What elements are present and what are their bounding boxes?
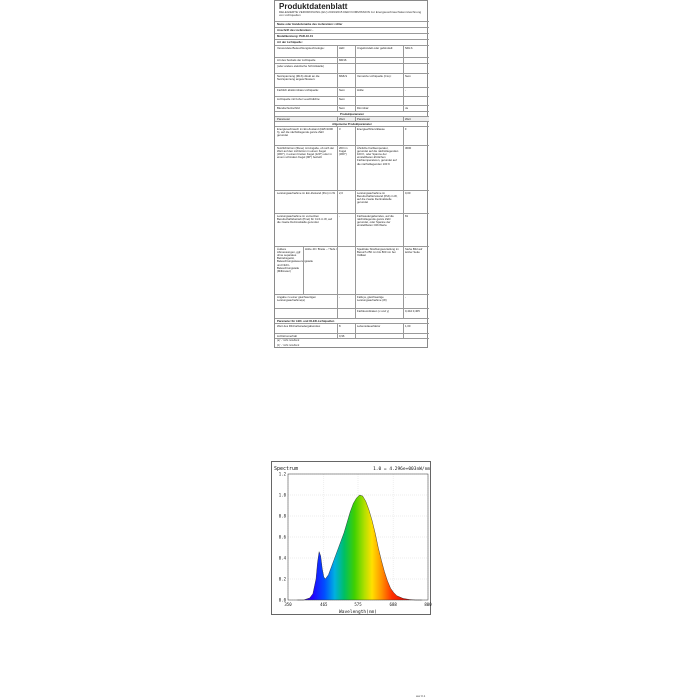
table-row: Wert des R9-Farbwiedergabeindex 8 Lebensdauerfaktor 1,00: [275, 323, 429, 333]
corner-note: ww 0.1: [416, 694, 426, 698]
table-row: Nutzlichtstrom (Φuse) mit Angabe, ob sich der Wert auf den Lichtstrom in einem Kegel (360°), in einem breiten Kegel (120°) oder in einem schmalen Kegel (90°) bezieht 200 im Kugel (360°) Ähnliche Farbtemperatur, gerundet auf die nächstliegenden 100 K, oder Spanne der einstellbaren ähnlichen Farbtemperaturen, gerundet auf die nächstliegenden 100 K 3000: [275, 145, 429, 190]
x-tick-label: 688: [389, 602, 397, 607]
y-tick-label: 0.0: [278, 597, 286, 603]
led-params-header: Parameter für LED- und OLED-Lichtquellen: [275, 318, 429, 323]
y-tick-label: 0.2: [278, 576, 286, 582]
x-tick-label: 465: [320, 602, 328, 607]
table-row: Farbkoordinaten (x und y) 0,442 0,405: [275, 308, 429, 318]
y-tick-label: 0.4: [278, 555, 286, 561]
table-row: Energieverbrauch im Ein-Zustand (kWh/1000 h), auf die nächstliegende ganze Zahl gerundet 3 Energieeffizienzklasse F: [275, 126, 429, 145]
model-label: Modellkennung: PAR-16-01: [277, 33, 314, 38]
sheet-subtitle: DELEGIERTE VERORDNUNG (EU) 2019/2015 DER KOMMISSION zur Energieverbrauchskennzeichnung von Lichtquellen: [279, 10, 422, 18]
x-tick-label: 575: [354, 602, 362, 607]
table-row: Lichtstromerhalt 0,96: [275, 333, 429, 339]
address-label: Anschrift des Lieferanten: -: [277, 27, 314, 32]
product-data-sheet: [274, 0, 428, 348]
table-row: Leistungsaufnahme im vernetzten Bereitschaftsbetrieb (Pnet) für CLS in W, auf die zweite Dezimalstelle gerundet - Farbwiedergabeindex, auf die nächstliegende ganze Zahl gerundet, oder Spanne der einstellbaren CRI-Werte 81: [275, 213, 429, 246]
product-params-header: Produktparameter: [275, 111, 429, 116]
y-tick-label: 1.0: [278, 492, 286, 498]
table-row: Art des Sockels der Lichtquelle MR16: [275, 57, 429, 63]
spectrum-legend: 1.0 = 4.296e+003nW/nm: [373, 467, 430, 472]
table-row: Verwendete Beleuchtungstechnologie: LED Ungebündelt oder gebündelt: NDLS: [275, 45, 429, 57]
table-row: Farblich abstimmbare Lichtquelle: Nein Hülle: -: [275, 87, 429, 96]
table-row: Blendschutzschild: Nein Dimmbar: Ja: [275, 105, 429, 111]
table-row: Lichtquelle mit hoher Leuchtdichte: Nein: [275, 96, 429, 105]
spectrum-chart: [271, 461, 431, 615]
table-row: Leistungsaufnahme im Ein-Zustand (Pon) in W 2,0 Leistungsaufnahme im Bereitschaftszustand (Psb) in W, auf die zweite Dezimalstelle gerundet 0,00: [275, 190, 429, 213]
footnote: (b) '-' nicht zutreffend: [277, 344, 300, 347]
supplier-label: Name oder Handelsmarke des Lieferanten: rofiler: [277, 21, 343, 26]
sheet-title: Produktdatenblatt: [279, 2, 348, 11]
table-row: Netzspannung (MLS) direkt an die Netzspannung angeschlossen: MMLS Vernetzte Lichtquelle (CLs): Nein: [275, 73, 429, 87]
x-tick-label: 350: [284, 602, 292, 607]
spectrum-title: Spectrum: [274, 466, 299, 472]
spectrum-area: [297, 495, 421, 600]
light-source-type-label: Art der Lichtquelle:: [277, 39, 303, 44]
x-tick-labels: [284, 602, 432, 607]
sheet-table: [275, 21, 429, 339]
spectrum-svg: [272, 462, 432, 616]
footnote: (a) '-' nicht zutreffend: [277, 339, 300, 342]
x-axis-label: Wavelength(nm): [339, 610, 377, 615]
y-tick-label: 0.8: [278, 513, 286, 519]
y-tick-labels: [279, 472, 287, 603]
table-row: (oder andere elektrische Schnittstelle): [275, 63, 429, 73]
x-tick-label: 800: [424, 602, 432, 607]
y-tick-label: 0.6: [278, 534, 286, 540]
general-params-header: Allgemeine Produktparameter: [275, 121, 429, 126]
param-header-row: Parameter Wert Parameter Wert: [275, 116, 429, 121]
y-tick-label: 1.2: [278, 471, 286, 477]
table-row: Äußere Abmessungen, ggf. ohne separates Betriebsgerät, Beleuchtungssteuerungsteile und Nicht-Beleuchtungsteile (Millimeter) Höhe 40 / Breite - / Tiefe 3 Spektrale Strahlungsverteilung im Bereich 250 nm bis 800 nm bei Volllast Siehe Bild auf letzter Seite: [275, 246, 429, 294]
table-row: Angabe zu einer gleichwertigen Leistungsaufnahme(a) - Falls ja, gleichwertige Leistungsaufnahme (W) -: [275, 294, 429, 308]
